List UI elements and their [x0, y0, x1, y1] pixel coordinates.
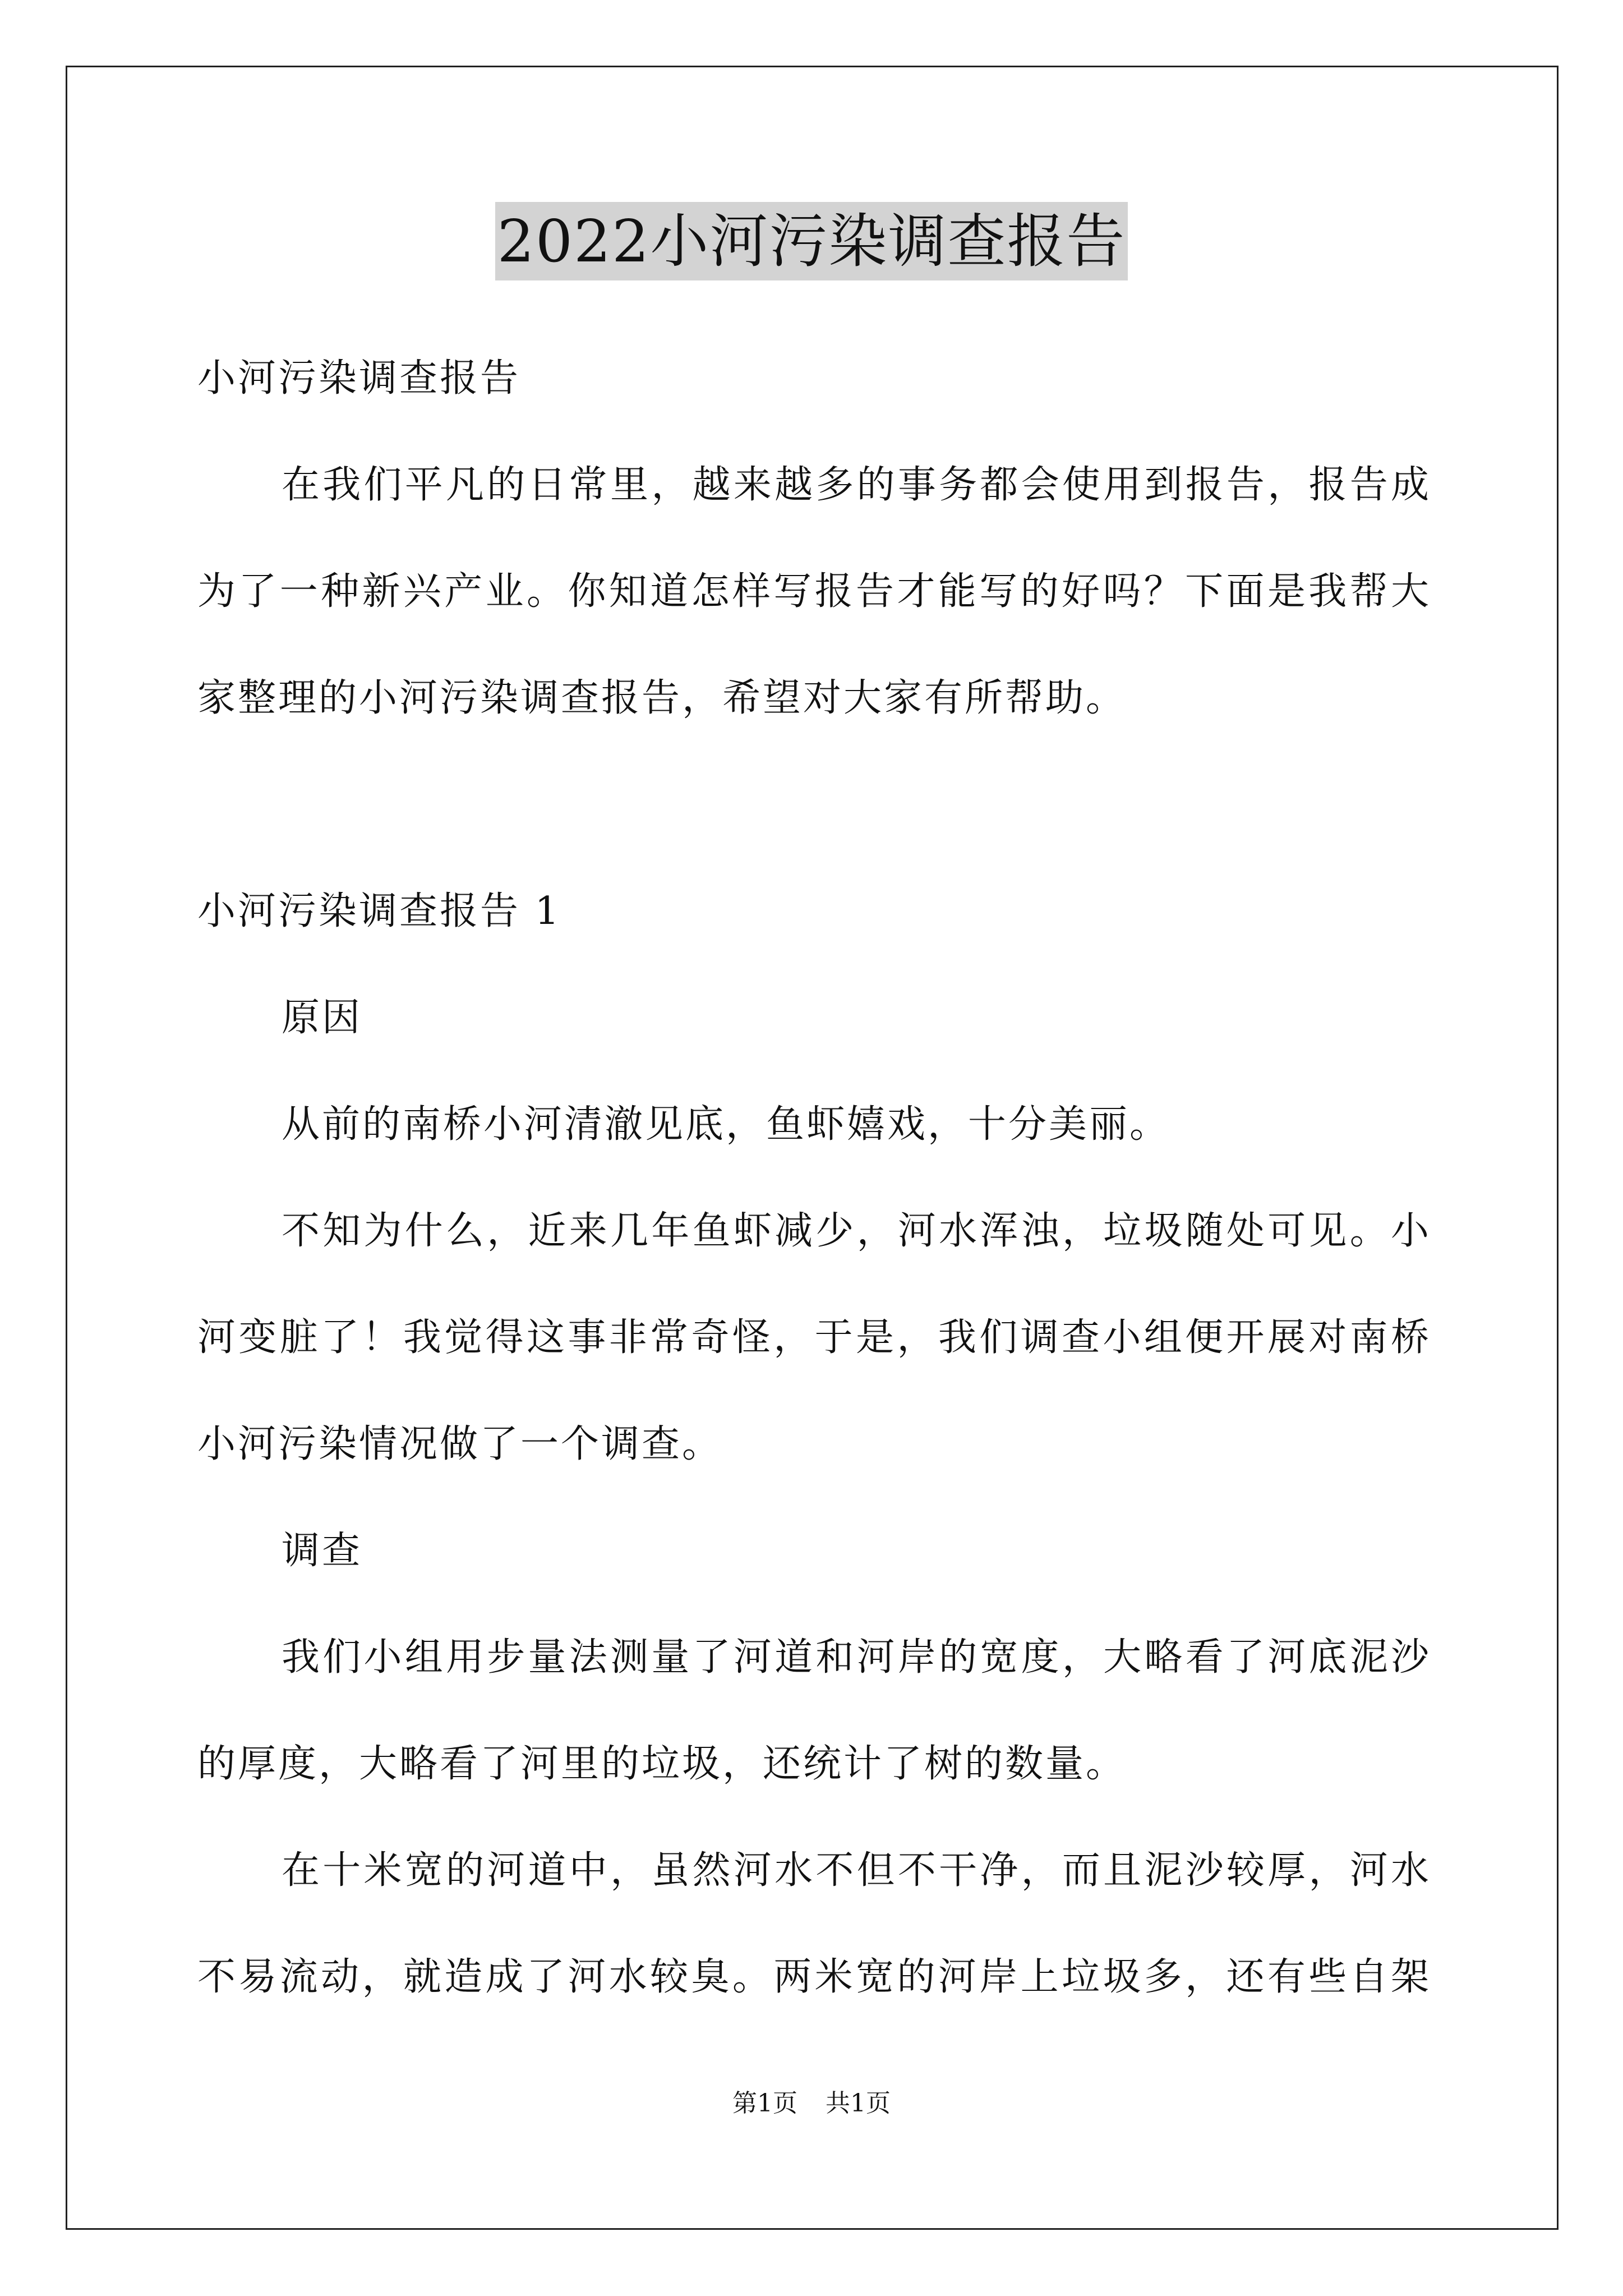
paragraph-line: 不知为什么，近来几年鱼虾减少，河水浑浊，垃圾随处可见。小 — [282, 1209, 1431, 1253]
total-pages: 共1页 — [826, 2089, 891, 2118]
title-container — [0, 202, 1623, 280]
document-title: 2022小河污染调查报告 — [495, 202, 1128, 280]
subsection-heading: 原因 — [282, 996, 363, 1040]
subsection-heading: 调查 — [282, 1529, 363, 1573]
section-heading: 小河污染调查报告 1 — [197, 889, 561, 933]
report-heading: 小河污染调查报告 — [197, 356, 521, 401]
paragraph-line: 小河污染情况做了一个调查。 — [197, 1422, 723, 1466]
paragraph-line: 在十米宽的河道中，虽然河水不但不干净，而且泥沙较厚，河水 — [282, 1848, 1431, 1893]
paragraph-line: 河变脏了！我觉得这事非常奇怪，于是，我们调查小组便开展对南桥 — [197, 1315, 1431, 1360]
paragraph-line: 家整理的小河污染调查报告，希望对大家有所帮助。 — [197, 676, 1127, 720]
paragraph-line: 的厚度，大略看了河里的垃圾，还统计了树的数量。 — [197, 1742, 1127, 1786]
paragraph-line: 不易流动，就造成了河水较臭。两米宽的河岸上垃圾多，还有些自架 — [197, 1955, 1431, 1999]
paragraph-line: 为了一种新兴产业。你知道怎样写报告才能写的好吗？下面是我帮大 — [197, 569, 1431, 614]
paragraph-line: 在我们平凡的日常里，越来越多的事务都会使用到报告，报告成 — [282, 463, 1431, 507]
page-number: 第1页 — [732, 2089, 797, 2118]
paragraph-line: 我们小组用步量法测量了河道和河岸的宽度，大略看了河底泥沙 — [282, 1635, 1431, 1680]
page-footer — [0, 2087, 1623, 2120]
paragraph-line: 从前的南桥小河清澈见底，鱼虾嬉戏，十分美丽。 — [282, 1102, 1170, 1147]
